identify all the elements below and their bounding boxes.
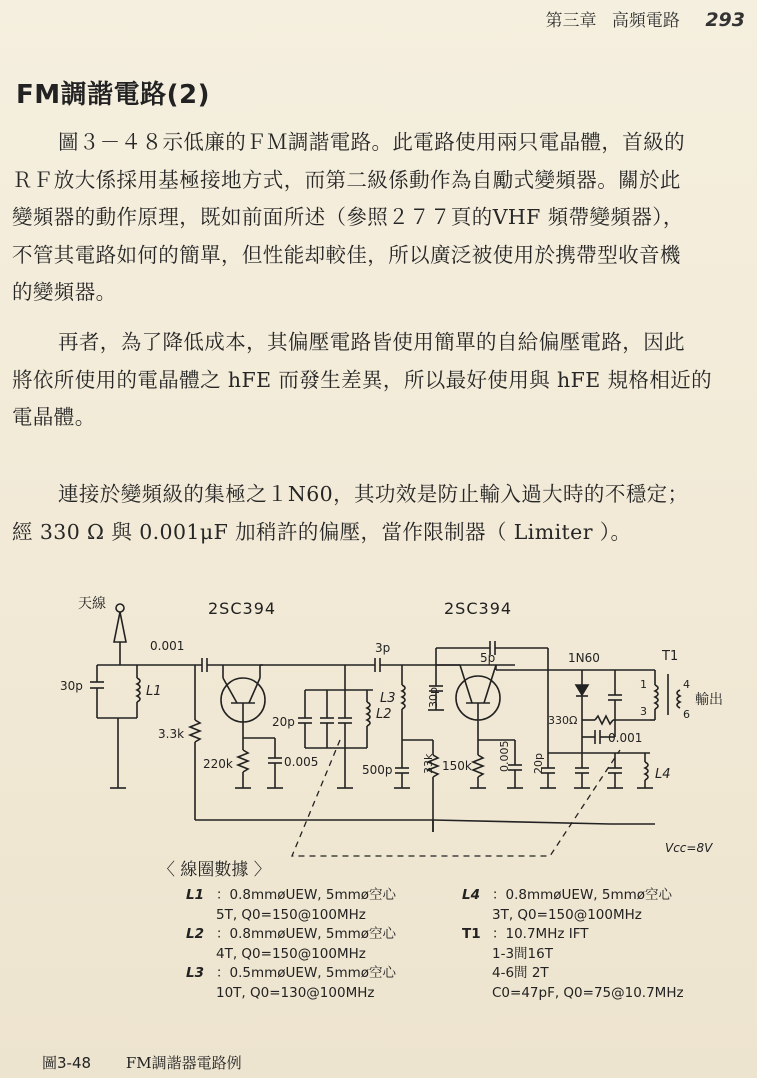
figure-title: FM調諧器電路例 [125,1054,242,1072]
paragraph-1 [12,124,747,312]
coil-detail: 10T, Q0=130@100MHz [216,984,375,1001]
text-line: 連接於變頻級的集極之１N60，其功效是防止輸入過大時的不穩定； [58,482,689,506]
coil-spec: ：0.8mmøUEW, 5mmø空心 [492,887,673,903]
pin3-label: 3 [640,705,647,718]
cap-30p-label: 30p [60,679,83,693]
coil-label: L3 [186,965,204,981]
text-line: 變頻器的動作原理，既如前面所述（參照２７７頁的VHF 頻帶變頻器）， [12,205,684,229]
cap-0001-label: 0.001 [150,639,185,653]
fm-tuner-schematic [40,590,757,860]
res-330-label: 330Ω [548,714,578,727]
cap-0005-2-label: 0.005 [498,740,511,772]
text-line: 將依所使用的電晶體之 hFE 而發生差異，所以最好使用與 hFE 規格相近的 [12,367,713,392]
figure-number: 圖3-48 [42,1054,92,1072]
coil-detail: 5T, Q0=150@100MHz [216,906,366,923]
text-line: 再者，為了降低成本，其偏壓電路皆使用簡單的自給偏壓電路，因此 [58,330,685,354]
pin4-label: 4 [683,678,690,691]
coil-data-left [186,886,396,1003]
text-line: 圖３－４８示低廉的ＦＭ調諧電路。此電路使用兩只電晶體，首級的 [58,130,685,154]
cap-20p-2-label: 20p [532,753,545,774]
coil-detail: 1-3間16T [492,945,553,962]
coil-detail: C0=47pF, Q0=75@10.7MHz [492,984,684,1001]
coil-data-right [462,886,684,1003]
coil-t1 [462,925,684,945]
section-title: FM調諧電路(2) [16,80,210,110]
res-33k-2-label: 33k [422,753,435,774]
paragraph-2 [12,324,747,437]
transistor2-label: 2SC394 [444,599,513,618]
coil-detail: 4-6間 2T [492,965,549,981]
coil-label: L2 [186,926,204,942]
cap-limiter-label: 0.001 [608,731,643,745]
paragraph-3 [12,476,747,551]
pin1-label: 1 [640,678,647,691]
page-number: 293 [705,9,745,31]
coil-data-title: 〈 線圈數據 〉 [158,860,271,880]
coil-l2 [186,925,396,945]
coil-l1 [186,886,396,906]
coil-spec: ：0.5mmøUEW, 5mmø空心 [216,965,397,981]
t1-label: T1 [662,649,679,664]
antenna-label: 天線 [78,596,106,612]
coil-spec: ：10.7MHz IFT [492,926,589,942]
l1-label: L1 [146,684,162,699]
cap-5p-label: 5p [480,651,496,665]
cap-30p-2-label: 30p [427,687,440,708]
l4-label: L4 [655,767,671,782]
res-33k-label: 3.3k [158,727,185,741]
coil-spec: ：0.8mmøUEW, 5mmø空心 [216,887,397,903]
text-line: 不管其電路如何的簡單，但性能却較佳，所以廣泛被使用於携帶型收音機 [12,242,681,267]
text-line: 的變頻器。 [12,280,117,304]
text-line: 電晶體。 [12,405,96,429]
running-head [546,6,745,31]
cap-3p-label: 3p [375,641,391,655]
coil-detail: 3T, Q0=150@100MHz [492,906,642,923]
cap-500p-label: 500p [362,763,393,777]
cap-20p-label: 20p [272,715,295,729]
coil-label: L4 [462,887,480,903]
pin6-label: 6 [683,708,690,721]
coil-l3 [186,964,396,984]
text-line: 經 330 Ω 與 0.001μF 加稍許的偏壓，當作限制器（ Limiter ）。 [12,519,632,544]
output-label: 輸出 [695,692,723,708]
coil-detail: 4T, Q0=150@100MHz [216,945,366,962]
text-line: ＲＦ放大係採用基極接地方式，而第二級係動作為自勵式變頻器。關於此 [12,167,681,192]
res-150k-label: 150k [442,759,472,773]
l3-label: L3 [380,691,396,706]
vcc-label: Vcc=8V [665,841,713,855]
l2-label: L2 [376,707,392,722]
figure-caption [42,1052,242,1073]
res-220k-label: 220k [203,757,233,771]
section-label: 高頻電路 [611,11,680,31]
cap-0005-label: 0.005 [284,755,319,769]
chapter-label: 第三章 [545,11,597,31]
coil-label: L1 [186,887,204,903]
coil-spec: ：0.8mmøUEW, 5mmø空心 [216,926,397,942]
diode-label: 1N60 [568,651,600,665]
transistor1-label: 2SC394 [208,599,277,618]
coil-l4 [462,886,684,906]
coil-label: T1 [462,926,481,942]
